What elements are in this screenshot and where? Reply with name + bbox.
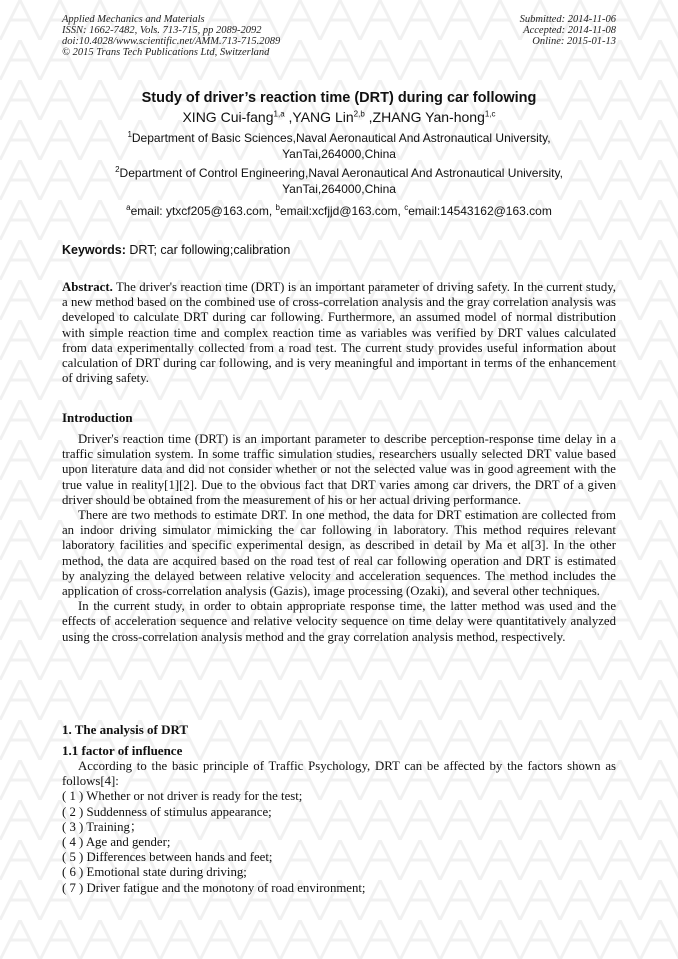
journal-info	[62, 14, 280, 58]
list-item: ( 1 ) Whether or not driver is ready for the test;	[62, 789, 303, 804]
email-sup: b	[275, 203, 280, 212]
section-1-1-heading: 1.1 factor of influence	[62, 743, 183, 758]
affiliation-sup: 2	[115, 165, 120, 174]
paper-title: Study of driver’s reaction time (DRT) during car following	[141, 90, 537, 106]
affiliation-line: YanTai,264000,China	[282, 147, 396, 161]
author-sup: 1,a	[273, 109, 285, 119]
keywords	[62, 243, 616, 257]
title-block	[62, 88, 616, 219]
submission-dates	[520, 14, 616, 47]
list-item: ( 5 ) Differences between hands and feet;	[62, 850, 273, 865]
online-date: Online: 2015-01-13	[532, 36, 616, 47]
email-link[interactable]: email: ytxcf205@163.com,	[130, 204, 276, 218]
affiliation-2	[62, 165, 616, 197]
introduction-heading: Introduction	[62, 410, 133, 425]
introduction-body	[62, 432, 616, 645]
list-item: ( 4 ) Age and gender;	[62, 835, 171, 850]
affiliation-1	[62, 130, 616, 162]
section-1-heading: 1. The analysis of DRT	[62, 722, 189, 737]
affiliation-line: YanTai,264000,China	[282, 182, 396, 196]
author-name: ,YANG Lin	[284, 109, 354, 125]
affiliation-line: Department of Control Engineering,Naval Aeronautical And Astronautical University,	[119, 166, 563, 180]
submitted-date: Submitted: 2014-11-06	[519, 14, 616, 25]
author-name: XING Cui-fang	[182, 109, 274, 125]
email-sup: c	[404, 203, 409, 212]
abstract	[62, 280, 616, 386]
list-item: ( 7 ) Driver fatigue and the monotony of road environment;	[62, 880, 366, 895]
paragraph: There are two methods to estimate DRT. In one method, the data for DRT estimation are collected from an indoor driving simulator mimicking the car following in laboratory. This method requires relevant laboratory facilities and specific experimental design, as described in detail by Ma et al[3]. In the other method, the data are acquired based on the road test of real car following operation and DRT is estimated by analyzing the delayed between relative velocity and acceleration sequences. The method includes the application of cross-correlation analysis (Gazis), image processing (Ozaki), and several other techniques.	[62, 508, 616, 599]
keywords-text: DRT; car following;calibration	[125, 243, 291, 257]
abstract-text: The driver's reaction time (DRT) is an important parameter of driving safety. In the current study, a new method based on the combined use of cross-correlation analysis and the gray correlation analysis was developed to calculate DRT during car following. Furthermore, an assumed model of normal distribution with simple reaction time and complex reaction time as variables was verified by DRT values calculated from data experimentally collected from a road test. The current study provides useful information about calculation of DRT during car following, and is very meaningful and important in terms of the enhancement of driving safety.	[62, 280, 616, 386]
accepted-date: Accepted: 2014-11-08	[523, 25, 616, 36]
factor-list	[62, 789, 616, 895]
affiliation-line: Department of Basic Sciences,Naval Aeronautical And Astronautical University,	[131, 131, 551, 145]
keywords-label: Keywords:	[62, 243, 126, 257]
journal-copyright: © 2015 Trans Tech Publications Ltd, Switzerland	[62, 47, 270, 58]
author-sup: 2,b	[353, 109, 365, 119]
author-list	[62, 108, 616, 127]
list-item: ( 2 ) Suddenness of stimulus appearance;	[62, 804, 272, 819]
paragraph: In the current study, in order to obtain appropriate response time, the latter method was used and the effects of acceleration sequence and relative velocity sequence on time delay were quantitatively analyzed using the cross-correlation analysis method and the gray correlation analysis method, respectively.	[62, 599, 616, 644]
author-name: ,ZHANG Yan-hong	[364, 109, 485, 125]
email-link[interactable]: email:xcfjjd@163.com,	[279, 204, 405, 218]
list-item: ( 6 ) Emotional state during driving;	[62, 865, 247, 880]
email-link[interactable]: email:14543162@163.com	[408, 204, 552, 218]
list-item: ( 3 ) Training；	[62, 819, 143, 834]
author-sup: 1,c	[484, 109, 496, 119]
email-sup: a	[126, 203, 131, 212]
journal-name: Applied Mechanics and Materials	[62, 14, 205, 25]
abstract-label: Abstract.	[62, 280, 113, 294]
section-1-1-body	[62, 759, 616, 896]
journal-issn: ISSN: 1662-7482, Vols. 713-715, pp 2089-2092	[62, 25, 262, 36]
journal-doi[interactable]: doi:10.4028/www.scientific.net/AMM.713-715.2089	[62, 36, 281, 47]
paragraph: Driver's reaction time (DRT) is an important parameter to describe perception-response time delay in a traffic simulation system. In some traffic simulation studies, researchers usually selected DRT value based upon literature data and did not consider whether or not the selected value was in good agreement with the true value in reality[1][2]. Due to the obvious fact that DRT varies among car drivers, the DRT of a given driver should be obtained from the measurement of his or her actual driving performance.	[62, 432, 616, 507]
email-list	[62, 203, 616, 219]
paragraph: According to the basic principle of Traffic Psychology, DRT can be affected by the factors shown as follows[4]:	[62, 759, 616, 789]
affiliation-sup: 1	[127, 130, 132, 139]
